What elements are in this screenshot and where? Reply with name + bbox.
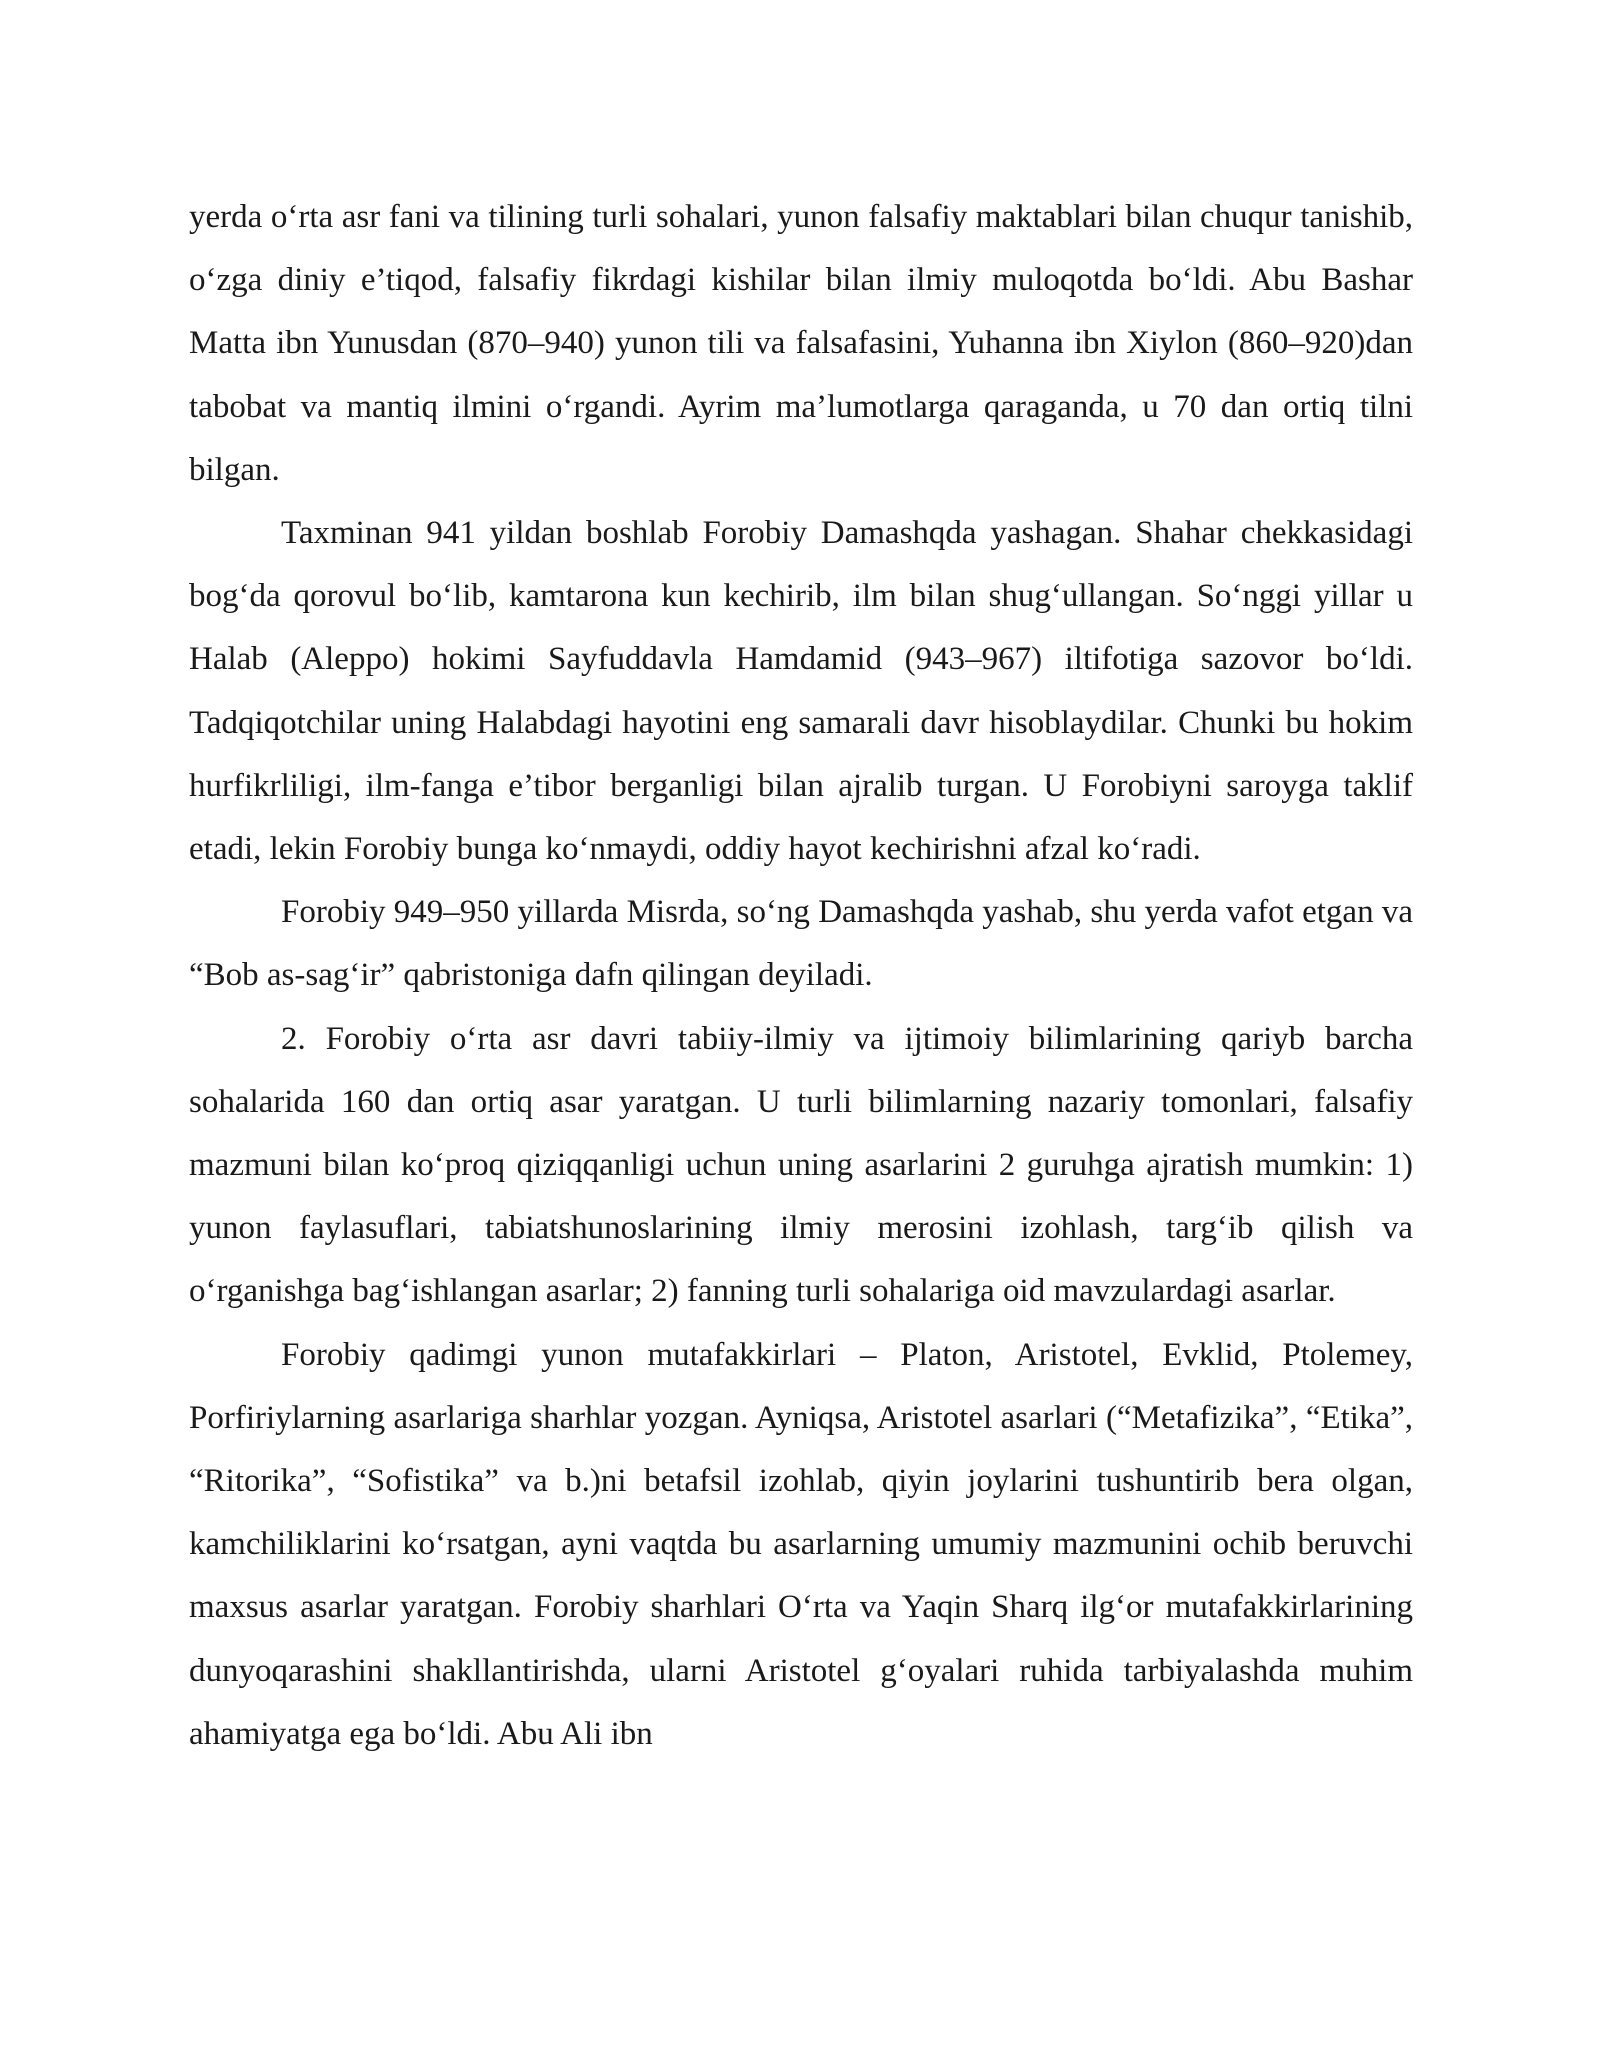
paragraph-works-overview: 2. Forobiy o‘rta asr davri tabiiy-ilmiy va ijtimoiy bilimlarining qariyb barcha sohalarida 160 dan ortiq asar yaratgan. U turli bilimlarning nazariy tomonlari, falsafiy mazmuni bilan ko‘proq qiziqqanligi uchun uning asarlarini 2 guruhga ajratish mumkin: 1) yunon faylasuflari, tabiatshunoslarining ilmiy merosini izohlash, targ‘ib qilish va o‘rganishga bag‘ishlangan asarlar; 2) fanning turli sohalariga oid mavzulardagi asarlar. — [189, 1020, 1413, 1310]
paragraph-damascus: Taxminan 941 yildan boshlab Forobiy Damashqda yashagan. Shahar chekkasidagi bog‘da qorovul bo‘lib, kamtarona kun kechirib, ilm bilan shug‘ullangan. So‘nggi yillar u Halab (Aleppo) hokimi Sayfuddavla Hamdamid (943–967) iltifotiga sazovor bo‘ldi. Tadqiqotchilar uning Halabdagi hayotini eng samarali davr hisoblaydilar. Chunki bu hokim hurfikrliligi, ilm-fanga e’tibor berganligi bilan ajralib turgan. U Forobiyni saroyga taklif etadi, lekin Forobiy bunga ko‘nmaydi, oddiy hayot kechirishni afzal ko‘radi. — [189, 515, 1413, 868]
document-body — [189, 186, 1413, 1766]
paragraph-commentaries: Forobiy qadimgi yunon mutafakkirlari – Platon, Aristotel, Evklid, Ptolemey, Porfiriylarning asarlariga sharhlar yozgan. Ayniqsa, Aristotel asarlari (“Metafizika”, “Etika”, “Ritorika”, “Sofistika” va b.)ni betafsil izohlab, qiyin joylarini tushuntirib bera olgan, kamchiliklarini ko‘rsatgan, ayni vaqtda bu asarlarning umumiy mazmunini ochib beruvchi maxsus asarlar yaratgan. Forobiy sharhlari O‘rta va Yaqin Sharq ilg‘or mutafakkirlarining dunyoqarashini shakllantirishda, ularni Aristotel g‘oyalari ruhida tarbiyalashda muhim ahamiyatga ega bo‘ldi. Abu Ali ibn — [189, 1336, 1413, 1752]
paragraph-death: Forobiy 949–950 yillarda Misrda, so‘ng Damashqda yashab, shu yerda vafot etgan va “Bob as-sag‘ir” qabristoniga dafn qilingan deyiladi. — [189, 894, 1413, 994]
paragraph-continuation: yerda o‘rta asr fani va tilining turli sohalari, yunon falsafiy maktablari bilan chuqur tanishib, o‘zga diniy e’tiqod, falsafiy fikrdagi kishilar bilan ilmiy muloqotda bo‘ldi. Abu Bashar Matta ibn Yunusdan (870–940) yunon tili va falsafasini, Yuhanna ibn Xiylon (860–920)dan tabobat va mantiq ilmini o‘rgandi. Ayrim ma’lumotlarga qaraganda, u 70 dan ortiq tilni bilgan. — [189, 199, 1413, 488]
